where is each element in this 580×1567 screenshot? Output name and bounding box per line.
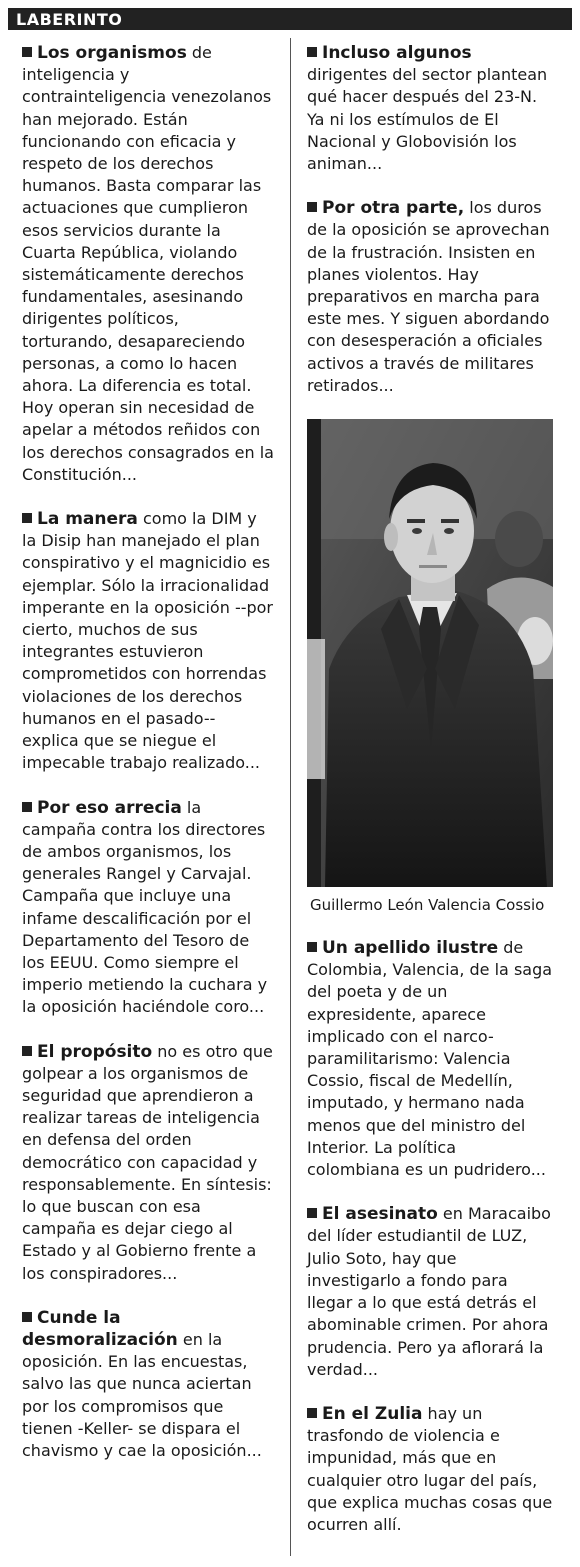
- bullet-square-icon: [22, 47, 32, 57]
- bullet-square-icon: [22, 802, 32, 812]
- bullet-square-icon: [22, 1312, 32, 1322]
- item-lead: El asesinato: [322, 1204, 438, 1225]
- portrait-photo: [307, 419, 553, 887]
- news-item: [22, 42, 274, 486]
- item-lead: Incluso algunos: [322, 43, 472, 63]
- item-lead: Los organismos: [37, 43, 187, 63]
- bullet-square-icon: [307, 942, 317, 952]
- bullet-square-icon: [307, 47, 317, 57]
- item-text: no es otro que golpear a los organismos de seguridad que aprendieron a realizar tareas de inteligencia en defensa del orden democrático con capacidad y responsablemente. En síntesis: lo que buscan con esa campaña es dejar ciego al Estado y al Gobierno frente a los conspiradores...: [22, 1041, 273, 1283]
- item-lead: Por eso arrecia: [37, 797, 182, 818]
- item-text: la campaña contra los directores de ambos organismos, los generales Rangel y Carvajal. Campaña que incluye una infame descalificación por el Departamento del Tesoro de los EEUU. Como siempre el imperio metiendo la cuchara y la oposición haciéndole coro...: [22, 797, 268, 1017]
- item-lead: La manera: [37, 509, 138, 530]
- portrait-illustration: [307, 419, 553, 887]
- item-text: en la oposición. En las encuestas, salvo las que nunca aciertan por los compromisos que tienen -Keller- se dispara el chavismo y cae la oposición...: [22, 1329, 262, 1460]
- left-column: [22, 42, 274, 1484]
- bullet-square-icon: [307, 1408, 317, 1418]
- bullet-square-icon: [307, 202, 317, 212]
- news-item: [22, 1041, 274, 1285]
- item-lead: Un apellido ilustre: [322, 938, 499, 959]
- news-item: [22, 1307, 274, 1462]
- bullet-square-icon: [22, 1046, 32, 1056]
- item-lead: En el Zulia: [322, 1403, 423, 1424]
- news-item: [307, 197, 553, 397]
- item-text: dirigentes del sector plantean qué hacer después del 23-N. Ya ni los estímulos de El Nacional y Globovisión los animan...: [307, 65, 548, 174]
- item-lead: Por otra parte,: [322, 198, 465, 219]
- section-header: [8, 8, 572, 30]
- item-text: los duros de la oposición se aprovechan de la frustración. Insisten en planes violentos. Hay preparativos en marcha para este mes. Y siguen abordando con desesperación a oficiales activos a través de militares retirados...: [307, 198, 550, 395]
- news-item: [307, 42, 553, 175]
- right-column: [307, 42, 553, 1558]
- bullet-square-icon: [307, 1208, 317, 1218]
- item-text: de Colombia, Valencia, de la saga del poeta y de un expresidente, aparece implicado con el narco-paramilitarismo: Valencia Cossio, fiscal de Medellín, imputado, y hermano nada menos que del ministro del Interior. La política colombiana es un pudridero...: [307, 938, 553, 1180]
- photo-caption: Guillermo León Valencia Cossio: [310, 896, 545, 915]
- item-text: hay un trasfondo de violencia e impunidad, más que en cualquier otro lugar del país, que explica muchas cosas que ocurren allí.: [307, 1403, 553, 1534]
- section-title: LABERINTO: [16, 10, 123, 29]
- news-item: [22, 508, 274, 774]
- news-item: [307, 937, 553, 1181]
- news-item: [22, 797, 274, 1019]
- item-text: como la DIM y la Disip han manejado el plan conspirativo y el magnicidio es ejemplar. Sólo la irracionalidad imperante en la oposición --por cierto, muchos de sus integrantes estuvieron comprometidos con horrendas violaciones de los derechos humanos en el pasado-- explica que se niegue el impecable trabajo realizado...: [22, 509, 274, 773]
- bullet-square-icon: [22, 513, 32, 523]
- news-item: [307, 1203, 553, 1381]
- item-lead: El propósito: [37, 1041, 153, 1062]
- item-text: en Maracaibo del líder estudiantil de LUZ, Julio Soto, hay que investigarlo a fondo para llegar a lo que está detrás el abominable crimen. Por ahora prudencia. Pero ya aflorará la verdad...: [307, 1204, 551, 1379]
- news-item: [307, 1403, 553, 1536]
- column-divider: [290, 38, 291, 1556]
- item-lead: Cunde la desmoralización: [22, 1307, 178, 1350]
- item-text: de inteligencia y contrainteligencia venezolanos han mejorado. Están funcionando con eficacia y respeto de los derechos humanos. Basta comparar las actuaciones que cumplieron esos servicios durante la Cuarta República, violando sistemáticamente derechos fundamentales, asesinando dirigentes políticos, torturando, desapareciendo personas, a como lo hacen ahora. La diferencia es total. Hoy operan sin necesidad de apelar a métodos reñidos con los derechos consagrados en la Constitución...: [22, 43, 274, 484]
